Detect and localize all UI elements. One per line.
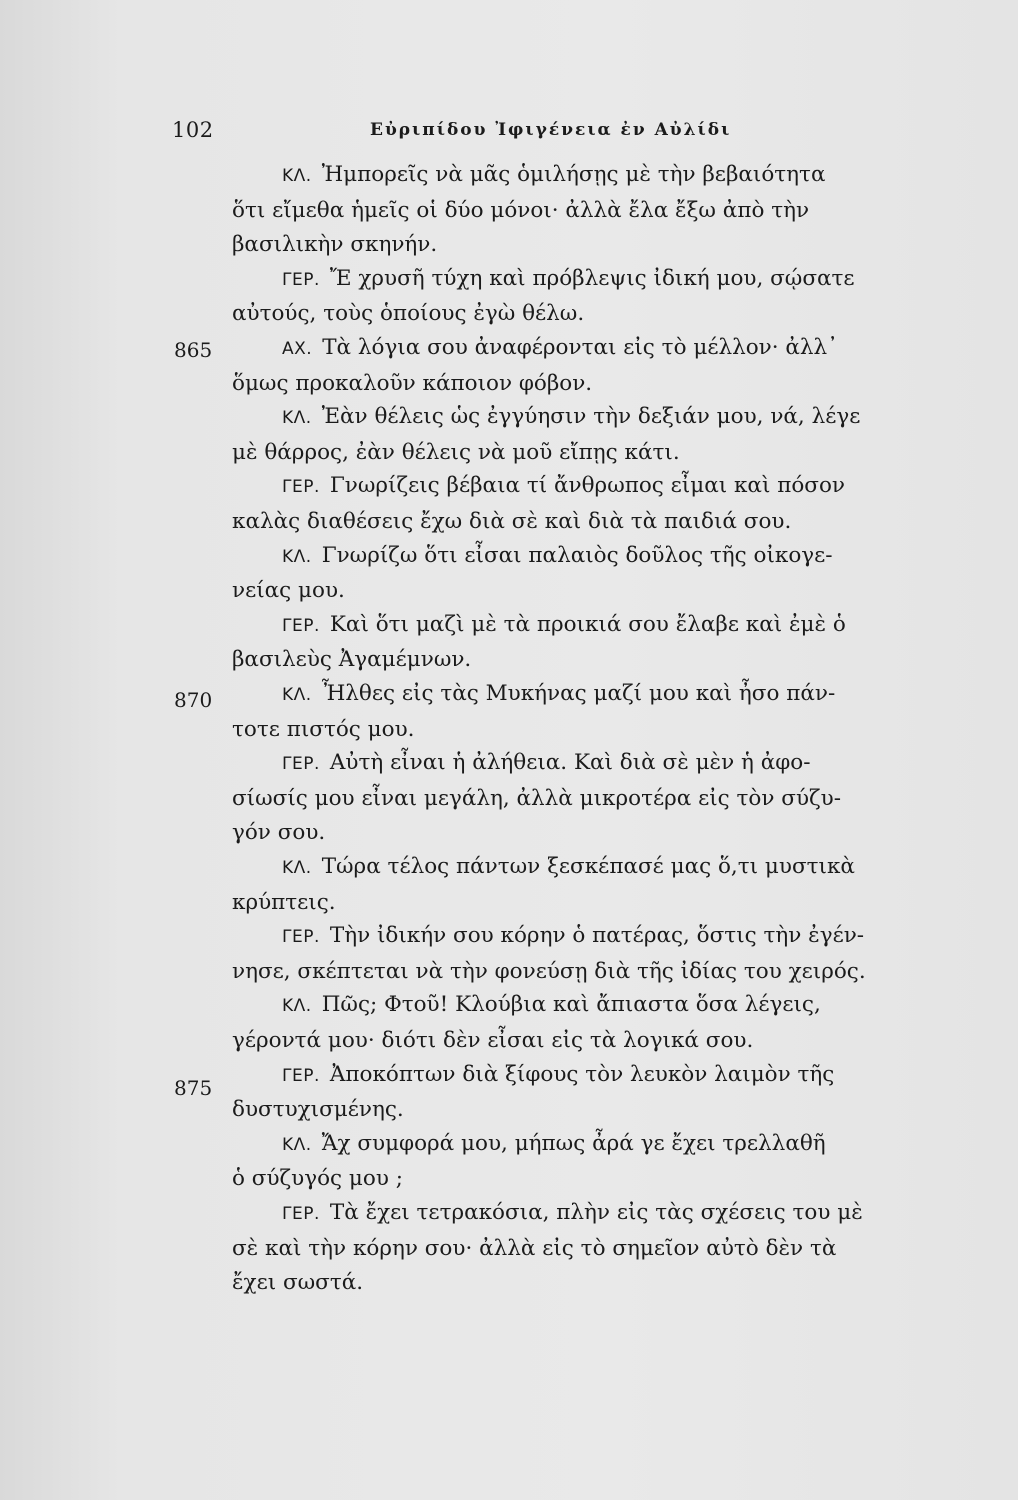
line-text: Γνωρίζεις βέβαια τί ἄνθρωπος εἶμαι καὶ πόσον — [329, 473, 845, 499]
page-number: 102 — [172, 118, 214, 142]
line-text: καλὰς διαθέσεις ἔχω διὰ σὲ καὶ διὰ τὰ παιδιά σου. — [232, 508, 792, 534]
text-line — [232, 782, 988, 817]
text-line — [232, 988, 988, 1024]
speech-block — [232, 850, 988, 920]
line-text: Πῶς; Φτοῦ! Κλούβια καὶ ἄπιαστα ὅσα λέγεις, — [321, 992, 821, 1018]
text-line — [232, 1024, 988, 1059]
line-text: ὅμως προκαλοῦν κάποιον φόβον. — [232, 370, 593, 396]
line-text: κρύπτεις. — [232, 889, 336, 915]
speaker-label: ΓΕΡ. — [282, 927, 320, 948]
speech-block — [232, 919, 988, 989]
speech-block — [232, 539, 988, 609]
speaker-label: ΚΛ. — [282, 166, 312, 186]
line-text: δυστυχισμένης. — [232, 1097, 404, 1123]
line-text: Ἔ χρυσῆ τύχη καὶ πρόβλεψις ἰδική μου, σῴσατε — [329, 265, 855, 291]
speaker-label: ΚΛ. — [282, 1134, 312, 1155]
speech-block — [232, 469, 988, 539]
text-line — [232, 1093, 988, 1128]
line-text: νησε, σκέπτεται νὰ τὴν φονεύσῃ διὰ τῆς ἰδίας του χειρός. — [232, 958, 866, 984]
speech-block — [232, 746, 988, 851]
line-text: γόν σου. — [232, 820, 326, 846]
line-text: Ἄχ συμφορά μου, μήπως ἆρά γε ἔχει τρελλαθῆ — [321, 1130, 826, 1156]
text-line — [232, 955, 988, 990]
speech-block — [232, 677, 988, 747]
speaker-label: ΚΛ. — [282, 685, 312, 705]
line-number: 865 — [174, 338, 213, 362]
speech-block — [232, 608, 988, 678]
text-line — [232, 331, 988, 367]
text-line — [232, 886, 988, 921]
text-line — [232, 228, 988, 263]
speaker-label: ΓΕΡ. — [282, 1204, 320, 1224]
line-text: Ἀποκόπτων διὰ ξίφους τὸν λευκὸν λαιμὸν τῆς — [329, 1061, 835, 1087]
text-line — [232, 194, 988, 229]
line-text: βασιλεὺς Ἀγαμέμνων. — [232, 647, 472, 673]
speaker-label: ΚΛ. — [282, 858, 312, 878]
text-line — [232, 677, 988, 713]
line-text: Ἦλθες εἰς τὰς Μυκήνας μαζί μου καὶ ἦσο πάν- — [321, 681, 836, 706]
text-line — [232, 816, 988, 851]
text-line — [232, 608, 988, 644]
line-text: ὁ σύζυγός μου ; — [232, 1166, 403, 1192]
speech-block — [232, 1058, 988, 1128]
speaker-label: ΚΛ. — [282, 408, 312, 429]
text-line — [232, 505, 988, 540]
text-line — [232, 1127, 988, 1163]
line-text: ὅτι εἴμεθα ἡμεῖς οἱ δύο μόνοι· ἀλλὰ ἔλα ἔξω ἀπὸ τὴν — [232, 197, 810, 223]
speech-block — [232, 1196, 988, 1301]
text-line — [232, 367, 988, 402]
line-text: Γνωρίζω ὅτι εἶσαι παλαιὸς δοῦλος τῆς οἰκογε- — [321, 542, 833, 568]
speaker-label: ΓΕΡ. — [282, 477, 320, 498]
text-line — [232, 919, 988, 955]
line-text: Ἐὰν θέλεις ὡς ἐγγύησιν τὴν δεξιάν μου, νά, λέγε — [321, 404, 861, 430]
line-text: Τὰ λόγια σου ἀναφέρονται εἰς τὸ μέλλον· ἀλλ᾽ — [322, 335, 838, 360]
line-number: 875 — [174, 1076, 213, 1100]
speaker-label: ΓΕΡ. — [282, 269, 320, 290]
text-line — [232, 262, 988, 298]
text-line — [232, 1058, 988, 1094]
line-text: Καὶ ὅτι μαζὶ μὲ τὰ προικιά σου ἔλαβε καὶ ἐμὲ ὁ — [329, 611, 846, 637]
text-line — [232, 1266, 988, 1301]
speech-block — [232, 158, 988, 263]
line-text: σὲ καὶ τὴν κόρην σου· ἀλλὰ εἰς τὸ σημεῖον αὐτὸ δὲν τὰ — [232, 1235, 837, 1261]
text-line — [232, 539, 988, 575]
text-line — [232, 158, 988, 194]
text-line — [232, 1162, 988, 1197]
line-text: μὲ θάρρος, ἐὰν θέλεις νὰ μοῦ εἴπῃς κάτι. — [232, 439, 680, 465]
text-line — [232, 1196, 988, 1232]
text-line — [232, 297, 988, 332]
text-line — [232, 436, 988, 471]
text-line — [232, 1232, 988, 1267]
line-text: αὐτούς, τοὺς ὁποίους ἐγὼ θέλω. — [232, 301, 585, 327]
speech-block — [232, 262, 988, 332]
line-text: ἔχει σωστά. — [232, 1270, 364, 1295]
line-text: γέροντά μου· διότι δὲν εἶσαι εἰς τὰ λογικά σου. — [232, 1027, 754, 1053]
line-text: Τὴν ἰδικήν σου κόρην ὁ πατέρας, ὅστις τὴν ἐγέν- — [329, 923, 865, 949]
text-line — [232, 400, 988, 436]
running-head: Εὐριπίδου Ἰφιγένεια ἐν Αὐλίδι — [370, 120, 732, 140]
speaker-label: ΓΕΡ. — [282, 1065, 320, 1086]
line-text: Τὰ ἔχει τετρακόσια, πλὴν εἰς τὰς σχέσεις του μὲ — [329, 1200, 863, 1225]
text-line — [232, 746, 988, 782]
text-line — [232, 643, 988, 678]
text-line — [232, 574, 988, 609]
speaker-label: ΑΧ. — [282, 339, 313, 359]
text-line — [232, 850, 988, 886]
line-text: βασιλικὴν σκηνήν. — [232, 232, 438, 257]
line-text: νείας μου. — [232, 578, 345, 604]
speaker-label: ΓΕΡ. — [282, 615, 320, 636]
line-number: 870 — [174, 688, 213, 712]
line-text: Τώρα τέλος πάντων ξεσκέπασέ μας ὅ,τι μυστικὰ — [321, 854, 855, 879]
speaker-label: ΚΛ. — [282, 996, 312, 1017]
line-text: Ἠμπορεῖς νὰ μᾶς ὁμιλήσῃς μὲ τὴν βεβαιότητα — [321, 162, 826, 187]
speech-block — [232, 988, 988, 1058]
speech-block — [232, 400, 988, 470]
speech-block — [232, 1127, 988, 1197]
speaker-label: ΚΛ. — [282, 546, 312, 567]
text-line — [232, 713, 988, 748]
text-line — [232, 469, 988, 505]
line-text: σίωσίς μου εἶναι μεγάλη, ἀλλὰ μικροτέρα εἰς τὸν σύζυ- — [232, 785, 842, 811]
line-text: Αὐτὴ εἶναι ἡ ἀλήθεια. Καὶ διὰ σὲ μὲν ἡ ἀφο- — [329, 750, 811, 776]
speech-block — [232, 331, 988, 401]
line-text: τοτε πιστός μου. — [232, 716, 415, 742]
speaker-label: ΓΕΡ. — [282, 754, 320, 775]
